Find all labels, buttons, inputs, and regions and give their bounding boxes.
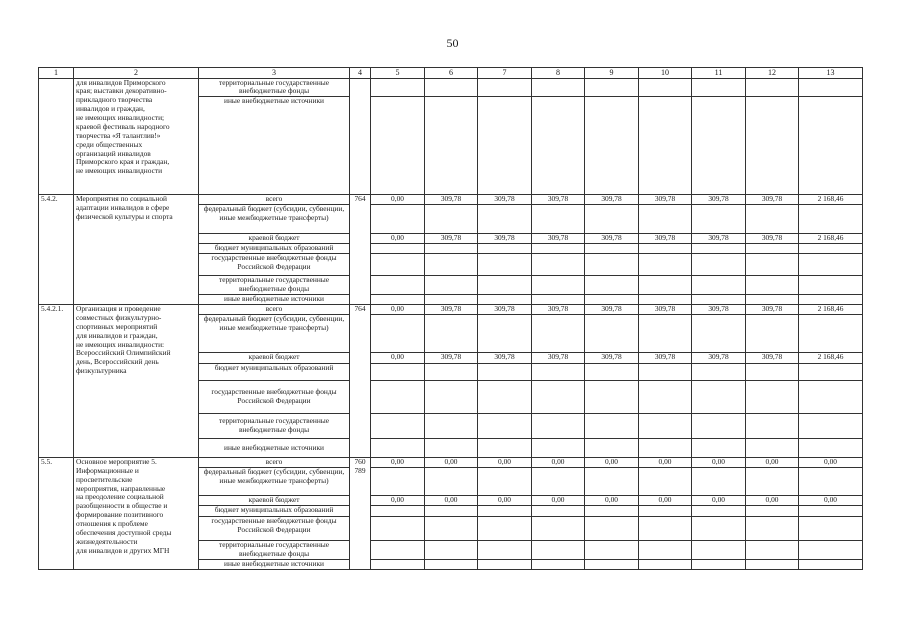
value-cell: 309,78 [532, 305, 585, 315]
value-cell: 0,00 [478, 495, 532, 505]
value-cell: 309,78 [532, 352, 585, 363]
value-cell: 309,78 [478, 352, 532, 363]
value-cell: 309,78 [692, 352, 746, 363]
header-cell: 4 [350, 68, 371, 79]
source-label: иные внебюджетные источники [199, 559, 350, 569]
source-label: федеральный бюджет (субсидии, субвенции, иные межбюджетные трансферты) [199, 205, 350, 234]
value-cell: 309,78 [746, 305, 799, 315]
source-label: государственные внебюджетные фонды Российской Федерации [199, 380, 350, 413]
source-label: краевой бюджет [199, 495, 350, 505]
source-label: всего [199, 195, 350, 205]
value-cell: 2 168,46 [799, 234, 863, 244]
value-cell: 309,78 [585, 305, 639, 315]
header-cell: 12 [746, 68, 799, 79]
header-row [39, 68, 863, 79]
measure-name: для инвалидов Приморского края; выставки декоративно- прикладного творчества инвалидов и граждан, не имеющих инвалидности; краевой фестиваль народного творчества «Я талантлив!» среди общественных организаций инвалидов Приморского края и граждан, не имеющих инвалидности [74, 78, 199, 195]
value-cell: 0,00 [532, 457, 585, 467]
header-cell: 8 [532, 68, 585, 79]
code-cell [350, 457, 371, 569]
header-cell: 2 [74, 68, 199, 79]
value-cell: 309,78 [746, 195, 799, 205]
value-cell: 0,00 [371, 457, 425, 467]
source-label: бюджет муниципальных образований [199, 363, 350, 380]
value-cell: 0,00 [799, 495, 863, 505]
value-cell: 0,00 [478, 457, 532, 467]
source-label: краевой бюджет [199, 234, 350, 244]
header-cell: 5 [371, 68, 425, 79]
code-cell [350, 78, 371, 195]
page-number: 50 [446, 36, 459, 50]
value-cell: 0,00 [425, 457, 478, 467]
value-cell: 0,00 [585, 457, 639, 467]
value-cell: 0,00 [585, 495, 639, 505]
table-row [39, 457, 863, 467]
source-label: бюджет муниципальных образований [199, 505, 350, 516]
value-cell: 309,78 [639, 195, 692, 205]
value-cell: 309,78 [692, 195, 746, 205]
value-cell: 309,78 [478, 305, 532, 315]
source-label: всего [199, 457, 350, 467]
table-body [39, 68, 863, 570]
header-cell: 6 [425, 68, 478, 79]
value-cell: 0,00 [532, 495, 585, 505]
header-cell: 13 [799, 68, 863, 79]
value-cell: 309,78 [425, 195, 478, 205]
value-cell: 0,00 [371, 195, 425, 205]
header-cell: 9 [585, 68, 639, 79]
value-cell: 0,00 [371, 234, 425, 244]
value-cell: 309,78 [746, 234, 799, 244]
measure-id: 5.5. [39, 457, 74, 569]
value-cell: 2 168,46 [799, 352, 863, 363]
id-cell [39, 78, 74, 195]
header-cell: 10 [639, 68, 692, 79]
value-cell: 0,00 [746, 457, 799, 467]
value-cell: 0,00 [639, 495, 692, 505]
value-cell: 309,78 [692, 305, 746, 315]
code-value: 789 [354, 465, 366, 475]
value-cell: 309,78 [478, 195, 532, 205]
code-value: 760 [354, 457, 366, 466]
value-cell: 309,78 [425, 305, 478, 315]
source-label: всего [199, 305, 350, 315]
value-cell: 0,00 [425, 495, 478, 505]
source-label: федеральный бюджет (субсидии, субвенции, иные межбюджетные трансферты) [199, 314, 350, 352]
table-row [39, 305, 863, 315]
value-cell: 309,78 [585, 195, 639, 205]
table-row [39, 78, 863, 97]
value-cell: 0,00 [692, 457, 746, 467]
value-cell: 309,78 [585, 352, 639, 363]
measure-name: Организация и проведение совместных физкультурно- спортивных мероприятий для инвалидов и граждан, не имеющих инвалидности: Всероссийский Олимпийский день, Всероссийский день физкультурника [74, 305, 199, 458]
source-label: иные внебюджетные источники [199, 97, 350, 195]
source-label: государственные внебюджетные фонды Российской Федерации [199, 516, 350, 540]
value-cell: 309,78 [478, 234, 532, 244]
measure-name: Основное мероприятие 5. Информационные и просветительские мероприятия, направленные на преодоление социальной разобщенности в обществе и формирование позитивного отношения к проблеме обеспечения доступной среды жизнедеятельности для инвалидов и других МГН [74, 457, 199, 569]
measure-name: Мероприятия по социальной адаптации инвалидов в сфере физической культуры и спорта [74, 195, 199, 305]
value-cell: 309,78 [692, 234, 746, 244]
code-cell: 764 [350, 305, 371, 458]
value-cell: 0,00 [371, 305, 425, 315]
source-label: краевой бюджет [199, 352, 350, 363]
source-label: территориальные государственные внебюджетные фонды [199, 413, 350, 438]
source-label: государственные внебюджетные фонды Российской Федерации [199, 254, 350, 276]
table-row [39, 195, 863, 205]
source-label: территориальные государственные внебюджетные фонды [199, 276, 350, 295]
header-cell: 3 [199, 68, 350, 79]
header-cell: 7 [478, 68, 532, 79]
source-label: иные внебюджетные источники [199, 295, 350, 305]
value-cell: 2 168,46 [799, 195, 863, 205]
value-cell: 0,00 [799, 457, 863, 467]
measure-id: 5.4.2. [39, 195, 74, 305]
source-label: иные внебюджетные источники [199, 438, 350, 457]
value-cell: 309,78 [746, 352, 799, 363]
measure-id: 5.4.2.1. [39, 305, 74, 458]
value-cell: 0,00 [692, 495, 746, 505]
source-label: территориальные государственные внебюджетные фонды [199, 540, 350, 559]
value-cell: 309,78 [425, 352, 478, 363]
value-cell: 309,78 [425, 234, 478, 244]
code-cell: 764 [350, 195, 371, 305]
value-cell: 309,78 [532, 195, 585, 205]
value-cell: 309,78 [532, 234, 585, 244]
source-label: федеральный бюджет (субсидии, субвенции, иные межбюджетные трансферты) [199, 467, 350, 495]
value-cell: 309,78 [639, 352, 692, 363]
value-cell: 0,00 [639, 457, 692, 467]
value-cell: 0,00 [371, 352, 425, 363]
value-cell: 0,00 [371, 495, 425, 505]
source-label: бюджет муниципальных образований [199, 244, 350, 254]
budget-table [38, 67, 863, 570]
value-cell: 0,00 [746, 495, 799, 505]
source-label: территориальные государственные внебюджетные фонды [199, 78, 350, 97]
header-cell: 1 [39, 68, 74, 79]
value-cell: 2 168,46 [799, 305, 863, 315]
value-cell: 309,78 [639, 305, 692, 315]
value-cell: 309,78 [639, 234, 692, 244]
value-cell: 309,78 [585, 234, 639, 244]
header-cell: 11 [692, 68, 746, 79]
